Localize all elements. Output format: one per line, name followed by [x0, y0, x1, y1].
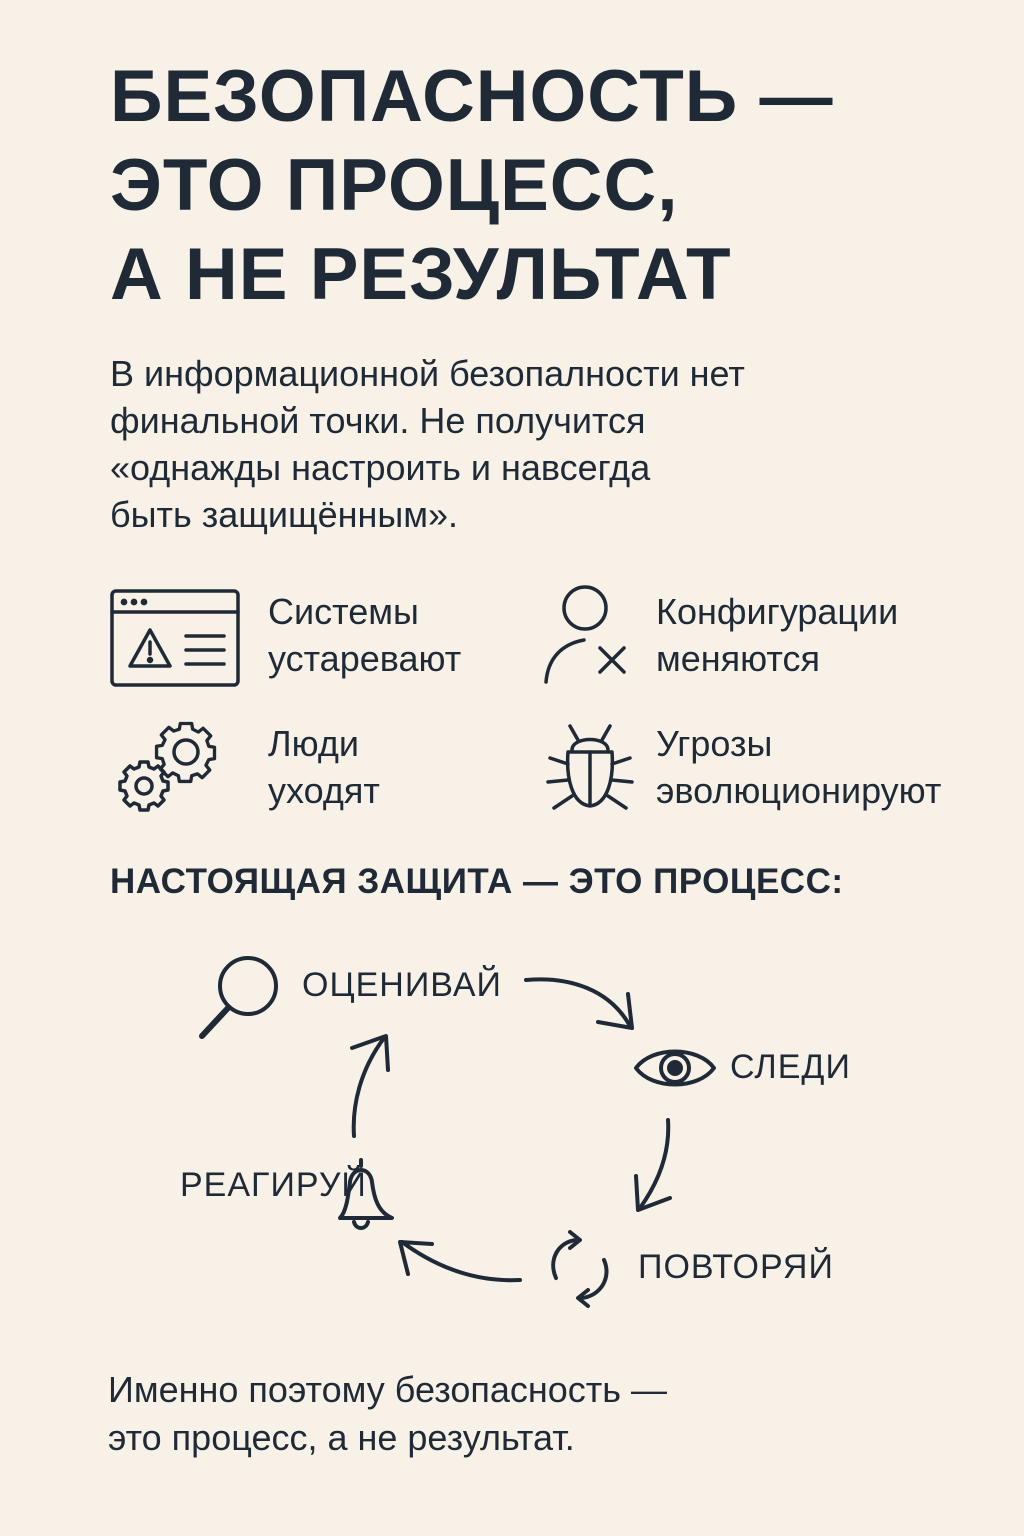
conclusion — [108, 1366, 667, 1462]
fact-label — [268, 720, 380, 814]
title-line: БЕЗОПАСНОСТЬ — — [110, 56, 834, 137]
conclusion-line: Именно поэтому безопасность — — [108, 1369, 668, 1410]
fact-label — [656, 588, 898, 682]
step-assess: ОЦЕНИВАЙ — [302, 966, 502, 1004]
fact-line: устаревают — [268, 638, 462, 679]
gears-icon — [114, 718, 228, 818]
fact-line: эволюционируют — [656, 770, 942, 811]
intro-paragraph — [110, 350, 930, 538]
conclusion-line: это процесс, а не результат. — [108, 1417, 575, 1458]
cycle-arrows — [352, 979, 670, 1280]
user-remove-icon — [540, 584, 636, 688]
eye-icon — [636, 1052, 714, 1085]
fact-label — [656, 720, 941, 814]
bug-icon — [544, 718, 636, 812]
fact-line: Люди — [268, 723, 359, 764]
fact-line: уходят — [268, 770, 380, 811]
refresh-icon — [553, 1232, 606, 1306]
magnifier-icon — [202, 958, 276, 1036]
fact-line: Конфигурации — [656, 591, 899, 632]
process-heading: НАСТОЯЩАЯ ЗАЩИТА — ЭТО ПРОЦЕСС: — [110, 862, 844, 901]
title-line: А НЕ РЕЗУЛЬТАТ — [110, 234, 732, 315]
fact-label — [268, 588, 461, 682]
title-line: ЭТО ПРОЦЕСС, — [110, 145, 679, 226]
step-repeat: ПОВТОРЯЙ — [638, 1248, 834, 1286]
page-title — [110, 52, 990, 319]
intro-line: быть защищённым». — [110, 494, 459, 535]
fact-line: Системы — [268, 591, 419, 632]
fact-line: меняются — [656, 638, 820, 679]
process-cycle — [0, 930, 1024, 1310]
step-monitor: СЛЕДИ — [730, 1048, 851, 1086]
browser-warning-icon — [110, 588, 242, 690]
intro-line: В информационной безопалности нет — [110, 353, 745, 394]
fact-line: Угрозы — [656, 723, 773, 764]
step-respond: РЕАГИРУЙ — [180, 1166, 367, 1204]
intro-line: «однажды настроить и навсегда — [110, 447, 651, 488]
intro-line: финальной точки. Не получится — [110, 400, 646, 441]
